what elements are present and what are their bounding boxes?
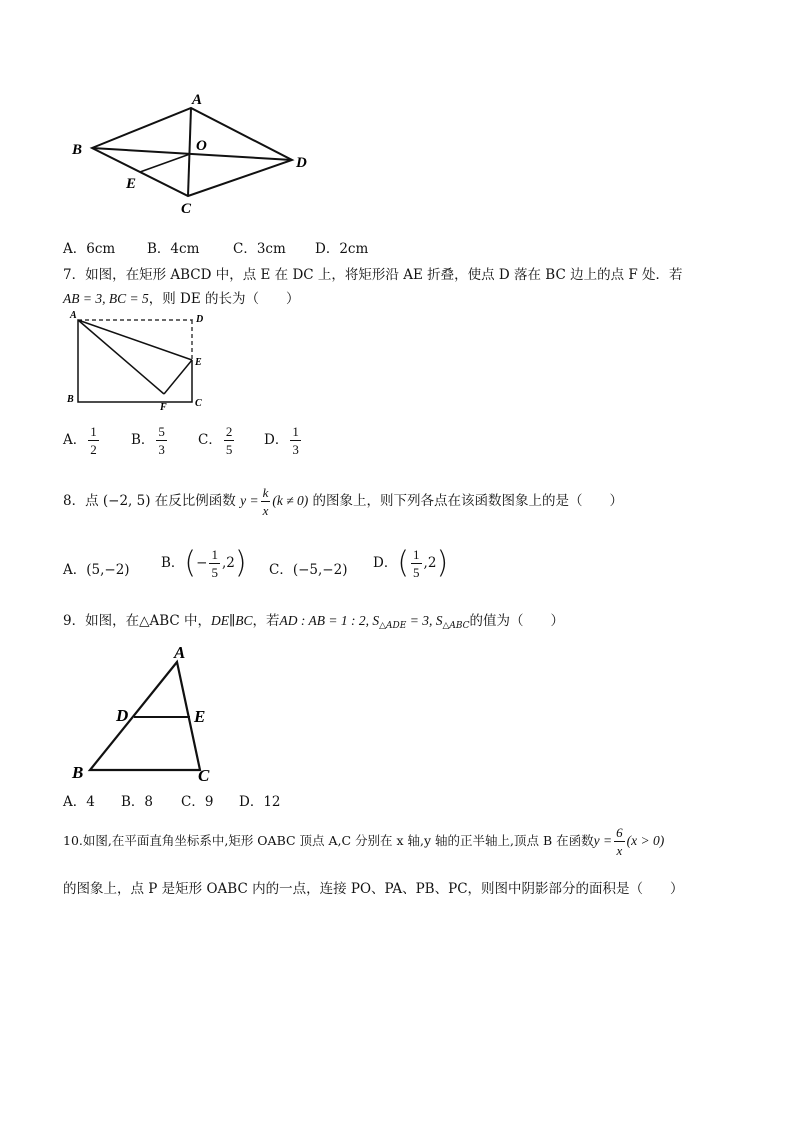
q9-parallel: DE∥BC [211,613,253,628]
q10-question-line1 [63,826,664,857]
q7-option-c-letter: C． [198,432,222,448]
q8-option-a: A．(5,−2) [63,562,130,578]
q7-question-tail: ，则 DE 的长为（ ） [148,291,300,307]
q8-option-b-right-paren: ) [234,545,247,581]
q7-question-line2 [63,287,299,307]
q9-suffix: 的值为（ ） [469,613,565,629]
q10-func-fraction: $\frac{6}{x}$ [616,825,623,858]
q8-func-lhs: y = [240,493,259,508]
q8-option-b-tail: ,2 [221,555,235,571]
q8-option-d-right-paren: ) [436,545,449,581]
fig6-label-c: C [181,201,192,217]
fig7-label-c: C [195,398,202,409]
q9-question [63,609,564,631]
triangle-figure [60,638,230,788]
q7-option-a [63,425,101,456]
q7-option-b-fraction: $\frac{5}{3}$ [158,424,165,457]
fig7-label-e: E [195,357,202,368]
q9-option-a: A．4 [63,794,95,810]
q7-option-a-fraction: $\frac{1}{2}$ [90,424,97,457]
q7-question-line1: 7．如图，在矩形 ABCD 中，点 E 在 DC 上，将矩形沿 AE 折叠，使点 D 落在 BC 边上的点 F 处．若 [63,267,683,283]
q6-option-c: C．3cm [233,241,286,257]
fig6-label-b: B [72,142,83,158]
q9-sub-ade: △ADE [379,621,407,631]
q7-condition: AB = 3, BC = 5 [63,291,149,306]
q9-sub-abc: △ABC [442,621,470,631]
rectangle-fold-figure [62,308,222,416]
q7-option-d-letter: D． [264,432,289,448]
q7-option-c-fraction: $\frac{2}{5}$ [225,424,233,457]
q8-suffix: 的图象上，则下列各点在该函数图象上的是（ ） [312,493,624,509]
q8-option-b-minus: − [196,555,208,571]
q7-option-b-letter: B． [131,432,155,448]
fig6-label-e: E [126,176,137,192]
fig9-label-b: B [72,763,84,782]
q8-option-c: C．(−5,−2) [269,562,348,578]
q7-option-c [198,425,236,456]
q8-option-b-fraction: $\frac{1}{5}$ [211,547,218,580]
q7-option-a-letter: A． [63,432,87,448]
q8-option-b-left-paren: ( [184,545,197,581]
q7-option-b [131,425,169,456]
q8-option-d-tail: ,2 [423,555,437,571]
q6-option-d: D．2cm [315,241,369,257]
q10-question-line2: 的图象上，点 P 是矩形 OABC 内的一点，连接 PO、PA、PB、PC，则图中阴影部分的面积是（ ） [63,881,684,897]
q9-option-d: D．12 [239,794,281,810]
q8-func-condition: (k ≠ 0) [272,493,309,508]
fig7-label-a: A [70,310,77,321]
q10-prefix: 10.如图,在平面直角坐标系中,矩形 OABC 顶点 A,C 分别在 x 轴,y 轴的正半轴上,顶点 B 在函数 [63,833,594,848]
q9-ratio: AD : AB = 1 : 2, S [279,613,380,628]
q8-func-fraction: $\frac{k}{x}$ [262,485,269,518]
fig7-label-f: F [160,402,167,413]
q8-prefix: 8．点 (−2, 5) 在反比例函数 [63,493,236,509]
fig7-label-b: B [67,394,74,405]
q8-option-d [373,545,449,581]
q9-mid: ，若 [252,613,280,629]
q8-question [63,486,623,517]
q10-func-lhs: y = [593,833,613,848]
q10-func-condition: (x > 0) [626,833,665,848]
fig7-label-d: D [196,314,204,325]
q8-option-d-letter: D． [373,555,398,571]
q8-option-d-fraction: $\frac{1}{5}$ [413,547,420,580]
fig6-label-d: D [296,155,307,171]
q9-eq: = 3, S [406,613,443,628]
fig9-label-d: D [116,706,129,725]
q9-option-c: C．9 [181,794,214,810]
fig9-label-c: C [198,766,210,785]
q8-option-b-letter: B． [161,555,185,571]
q7-option-d [264,425,303,456]
q8-option-d-left-paren: ( [397,545,410,581]
q6-option-a: A．6cm [63,241,116,257]
q9-prefix: 9．如图，在△ABC 中， [63,613,212,629]
fig6-label-o: O [196,138,207,154]
fig9-label-e: E [194,707,206,726]
q8-option-b [161,545,247,581]
q9-option-b: B．8 [121,794,154,810]
rhombus-figure [60,88,330,218]
fig9-label-a: A [174,643,186,662]
fig6-label-a: A [192,92,203,108]
q6-option-b: B．4cm [147,241,200,257]
q7-option-d-fraction: $\frac{1}{3}$ [292,424,299,457]
